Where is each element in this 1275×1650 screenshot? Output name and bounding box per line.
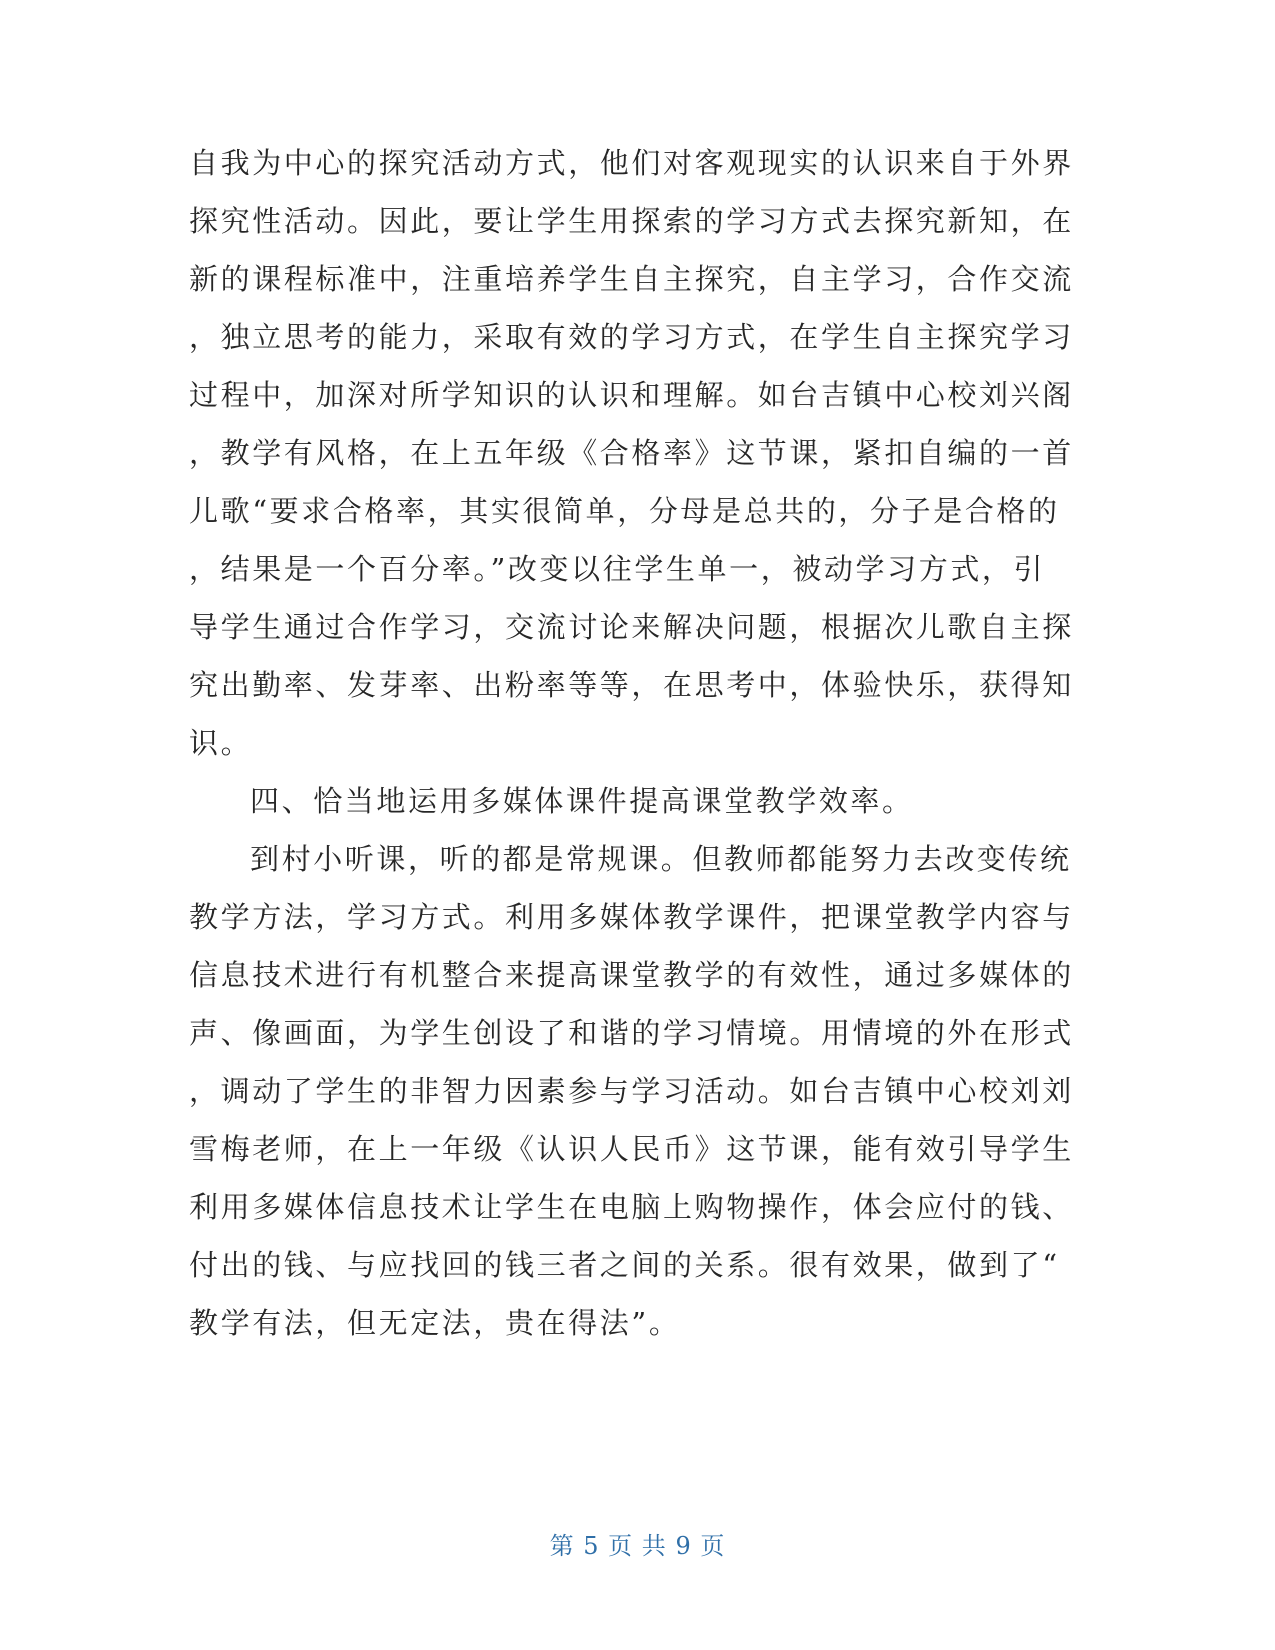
paragraph1-line-11: 识。 (189, 726, 253, 760)
paragraph2-line-8: 付出的钱、与应找回的钱三者之间的关系。很有效果，做到了“ (189, 1248, 1060, 1282)
paragraph1-line-1: 自我为中心的探究活动方式，他们对客观现实的认识来自于外界 (189, 146, 1074, 180)
paragraph1-line-3: 新的课程标准中，注重培养学生自主探究，自主学习，合作交流 (189, 262, 1074, 296)
paragraph2-line-3: 信息技术进行有机整合来提高课堂教学的有效性，通过多媒体的 (189, 958, 1074, 992)
paragraph2-line-6: 雪梅老师，在上一年级《认识人民币》这节课，能有效引导学生 (189, 1132, 1074, 1166)
paragraph2-line-9: 教学有法，但无定法，贵在得法”。 (189, 1306, 681, 1340)
paragraph1-line-6: ，教学有风格，在上五年级《合格率》这节课，紧扣自编的一首 (189, 436, 1074, 470)
paragraph1-line-4: ，独立思考的能力，采取有效的学习方式，在学生自主探究学习 (189, 320, 1074, 354)
page-number-footer: 第 5 页 共 9 页 (549, 1532, 726, 1560)
paragraph2-line-4: 声、像画面，为学生创设了和谐的学习情境。用情境的外在形式 (189, 1016, 1074, 1050)
paragraph2-line-5: ，调动了学生的非智力因素参与学习活动。如台吉镇中心校刘刘 (189, 1074, 1074, 1108)
paragraph1-line-8: ，结果是一个百分率。”改变以往学生单一，被动学习方式，引 (189, 552, 1046, 586)
paragraph2-line-7: 利用多媒体信息技术让学生在电脑上购物操作，体会应付的钱、 (189, 1190, 1074, 1224)
paragraph1-line-5: 过程中，加深对所学知识的认识和理解。如台吉镇中心校刘兴阁 (189, 378, 1074, 412)
paragraph1-line-10: 究出勤率、发芽率、出粉率等等，在思考中，体验快乐，获得知 (189, 668, 1074, 702)
paragraph1-line-9: 导学生通过合作学习，交流讨论来解决问题，根据次儿歌自主探 (189, 610, 1074, 644)
section-heading: 四、恰当地运用多媒体课件提高课堂教学效率。 (250, 784, 914, 818)
paragraph1-line-7: 儿歌“要求合格率，其实很简单，分母是总共的，分子是合格的 (189, 494, 1060, 528)
paragraph1-line-2: 探究性活动。因此，要让学生用探索的学习方式去探究新知，在 (189, 204, 1074, 238)
paragraph2-line-1: 到村小听课，听的都是常规课。但教师都能努力去改变传统 (250, 842, 1072, 876)
paragraph2-line-2: 教学方法，学习方式。利用多媒体教学课件，把课堂教学内容与 (189, 900, 1074, 934)
